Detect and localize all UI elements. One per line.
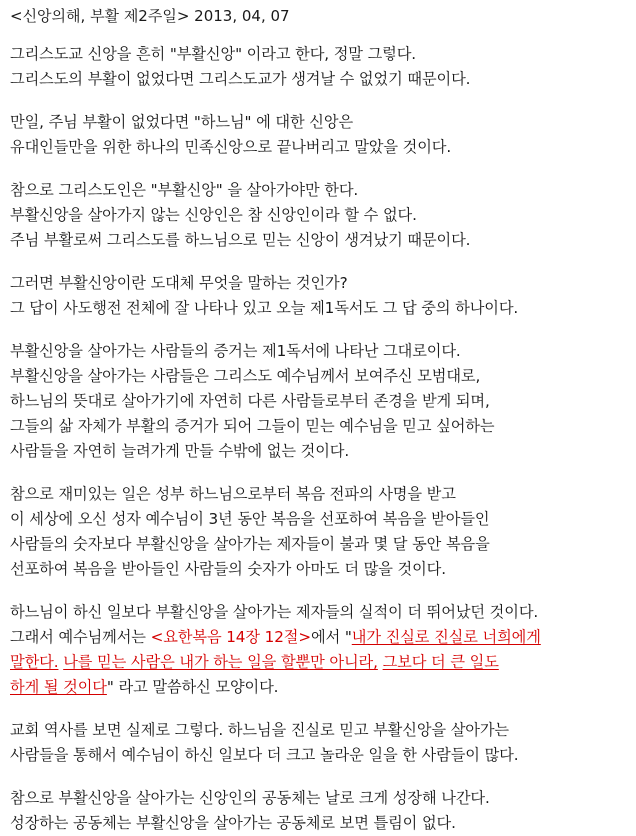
text-line: 참으로 부활신앙을 살아가는 신앙인의 공동체는 날로 크게 성장해 나간다. bbox=[10, 789, 490, 807]
scripture-quote: 하게 될 것이다 bbox=[10, 678, 107, 696]
text-line: 그들의 삶 자체가 부활의 증거가 되어 그들이 믿는 예수님을 믿고 싶어하는 bbox=[10, 417, 495, 435]
text-line: 부활신앙을 살아가는 사람들의 증거는 제1독서에 나타난 그대로이다. bbox=[10, 342, 461, 360]
paragraph-8 bbox=[10, 718, 636, 768]
document-title: <신앙의해, 부활 제2주일> 2013, 04, 07 bbox=[10, 7, 290, 25]
text-line: 이 세상에 오신 성자 예수님이 3년 동안 복음을 선포하여 복음을 받아들인 bbox=[10, 510, 490, 528]
text-span: " 라고 말씀하신 모양이다. bbox=[106, 678, 279, 696]
text-line bbox=[10, 650, 636, 675]
text-line: 그리스도의 부활이 없었다면 그리스도교가 생겨날 수 없었기 때문이다. bbox=[10, 70, 471, 88]
text-line: 주님 부활로써 그리스도를 하느님으로 믿는 신앙이 생겨났기 때문이다. bbox=[10, 231, 471, 249]
paragraph-6 bbox=[10, 482, 636, 582]
text-line: 참으로 재미있는 일은 성부 하느님으로부터 복음 전파의 사명을 받고 bbox=[10, 485, 456, 503]
text-line: 만일, 주님 부활이 없었다면 "하느님" 에 대한 신앙은 bbox=[10, 113, 354, 131]
text-line: 참으로 그리스도인은 "부활신앙" 을 살아가야만 한다. bbox=[10, 181, 359, 199]
text-line: 사람들을 통해서 예수님이 하신 일보다 더 크고 놀라운 일을 한 사람들이 많다. bbox=[10, 746, 519, 764]
text-line: 그 답이 사도행전 전체에 잘 나타나 있고 오늘 제1독서도 그 답 중의 하나이다. bbox=[10, 299, 519, 317]
paragraph-3 bbox=[10, 178, 636, 253]
paragraph-1 bbox=[10, 42, 636, 92]
paragraph-7 bbox=[10, 600, 636, 700]
text-line: 선포하여 복음을 받아들인 사람들의 숫자가 아마도 더 많을 것이다. bbox=[10, 560, 446, 578]
text-line: 부활신앙을 살아가지 않는 신앙인은 참 신앙인이라 할 수 없다. bbox=[10, 206, 417, 224]
text-line: 하느님이 하신 일보다 부활신앙을 살아가는 제자들의 실적이 더 뛰어났던 것이다. bbox=[10, 603, 539, 621]
paragraph-4 bbox=[10, 271, 636, 321]
text-line: 유대인들만을 위한 하나의 민족신앙으로 끝나버리고 말았을 것이다. bbox=[10, 138, 452, 156]
paragraph-2 bbox=[10, 110, 636, 160]
text-span: 에서 " bbox=[311, 628, 352, 646]
scripture-quote: 내가 진실로 진실로 너희에게 bbox=[351, 628, 541, 646]
scripture-quote: 말한다. bbox=[10, 653, 59, 671]
text-line: 하느님의 뜻대로 살아가기에 자연히 다른 사람들로부터 존경을 받게 되며, bbox=[10, 392, 490, 410]
text-line: 사람들의 숫자보다 부활신앙을 살아가는 제자들이 불과 몇 달 동안 복음을 bbox=[10, 535, 490, 553]
scripture-quote: 나를 믿는 사람은 내가 하는 일을 할뿐만 아니라, bbox=[63, 653, 378, 671]
scripture-reference: <요한복음 14장 12절> bbox=[150, 628, 311, 646]
text-line: 사람들을 자연히 늘려가게 만들 수밖에 없는 것이다. bbox=[10, 442, 350, 460]
text-line: 그리스도교 신앙을 흔히 "부활신앙" 이라고 한다, 정말 그렇다. bbox=[10, 45, 417, 63]
text-line: 교회 역사를 보면 실제로 그렇다. 하느님을 진실로 믿고 부활신앙을 살아가는 bbox=[10, 721, 509, 739]
text-line bbox=[10, 675, 636, 700]
scripture-quote: 그보다 더 큰 일도 bbox=[382, 653, 499, 671]
text-line bbox=[10, 625, 636, 650]
paragraph-5 bbox=[10, 339, 636, 464]
text-span: 그래서 예수님께서는 bbox=[10, 628, 151, 646]
paragraph-9 bbox=[10, 786, 636, 836]
text-line: 그러면 부활신앙이란 도대체 무엇을 말하는 것인가? bbox=[10, 274, 348, 292]
text-line: 부활신앙을 살아가는 사람들은 그리스도 예수님께서 보여주신 모범대로, bbox=[10, 367, 481, 385]
text-line: 성장하는 공동체는 부활신앙을 살아가는 공동체로 보면 틀림이 없다. bbox=[10, 814, 456, 832]
